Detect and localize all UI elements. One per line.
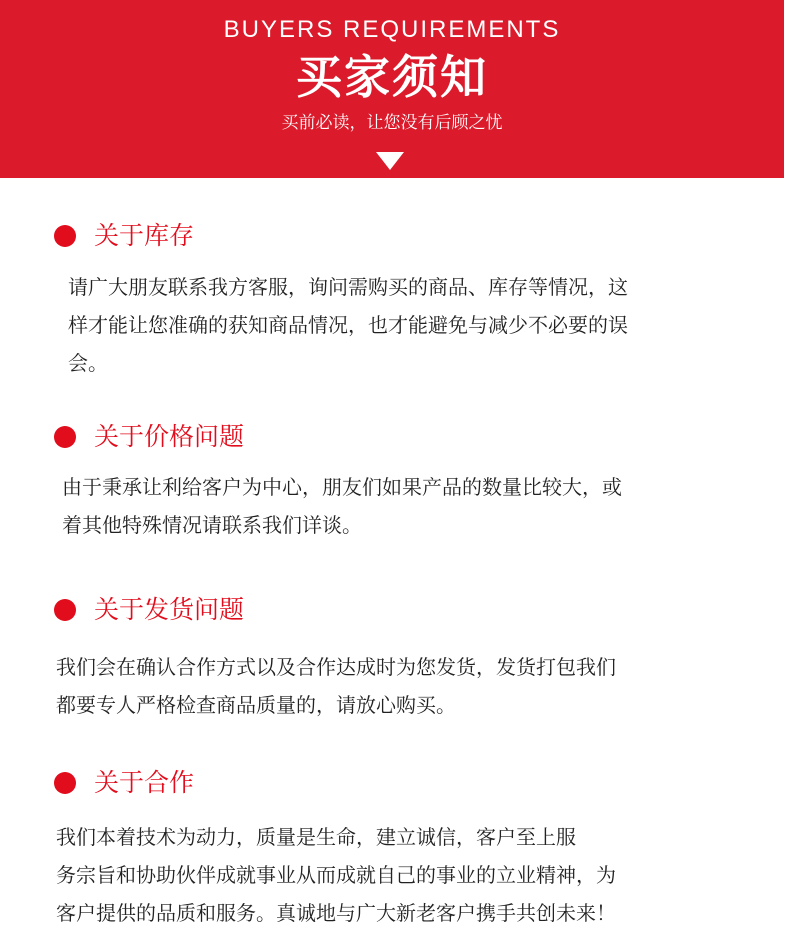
section-body: 我们会在确认合作方式以及合作达成时为您发货，发货打包我们 都要专人严格检查商品质量的，请放心购买。 <box>56 655 616 717</box>
section-heading <box>54 219 194 253</box>
section-heading <box>54 420 244 454</box>
section-heading-text: 关于库存 <box>94 221 195 250</box>
section-body: 由于秉承让利给客户为中心，朋友们如果产品的数量比较大，或 着其他特殊情况请联系我们详谈。 <box>62 475 622 537</box>
header-banner <box>0 0 784 178</box>
banner-title-en: BUYERS REQUIREMENTS <box>223 16 561 43</box>
section-heading <box>54 593 244 627</box>
section-heading-text: 关于价格问题 <box>94 422 245 451</box>
section-body: 我们本着技术为动力，质量是生命，建立诚信，客户至上服 务宗旨和协助伙伴成就事业从而成就自己的事业的立业精神，为 客户提供的品质和服务。真诚地与广大新老客户携手共创未来！ <box>56 825 616 925</box>
triangle-down-icon <box>376 152 404 170</box>
section-heading-text: 关于发货问题 <box>94 595 245 624</box>
bullet-dot-icon <box>54 225 76 247</box>
section-heading-text: 关于合作 <box>94 768 195 797</box>
bullet-dot-icon <box>54 772 76 794</box>
banner-title-cn: 买家须知 <box>296 50 488 104</box>
bullet-dot-icon <box>54 426 76 448</box>
section-body: 请广大朋友联系我方客服，询问需购买的商品、库存等情况，这 样才能让您准确的获知商品情况，也才能避免与减少不必要的误 会。 <box>68 275 628 375</box>
section-heading <box>54 766 194 800</box>
bullet-dot-icon <box>54 599 76 621</box>
banner-subtitle: 买前必读，让您没有后顾之忧 <box>281 113 503 133</box>
